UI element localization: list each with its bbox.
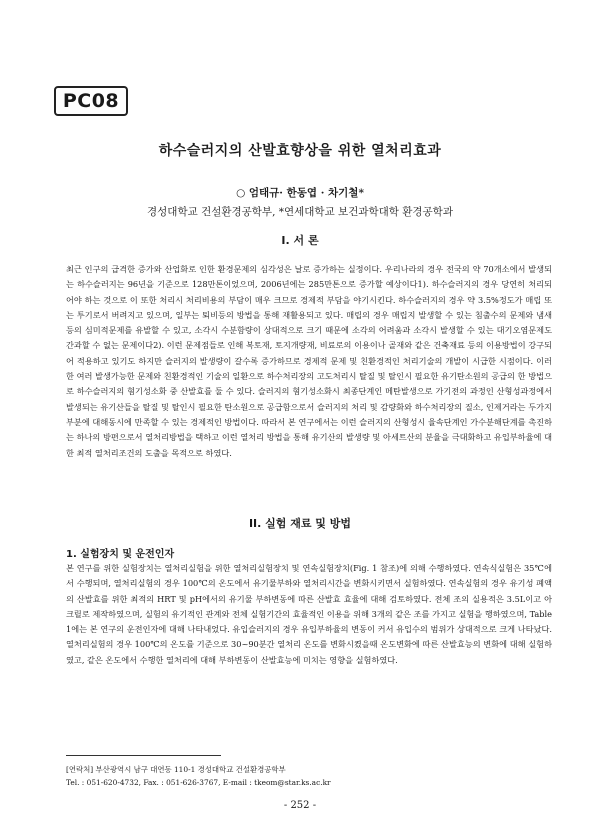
affiliation: 경성대학교 건설환경공학부, *연세대학교 보건과학대학 환경공학과: [147, 206, 453, 218]
author-list: ○ 엄태규· 한동엽 · 차기철*: [236, 187, 364, 199]
methods-paragraph: 본 연구를 위한 실험장치는 열처리실험을 위한 열처리실험장치 및 연속실험장치(Fig. 1 참조)에 의해 수행하였다. 연속식실험은 35℃에서 수행되며, 열처리실험의 경우 100℃의 온도에서 유기물부하와 열처리시간을 변화시키면서 실험하였다. 연속실험의 경우 유기성 폐액의 산발효를 위한 최적의 HRT 및 pH에서의 유기물 부하변동에 따른 산발효 효율에 대해 검토하였다. 전체 조의 실용적은 3.5L이고 아크릴로 제작하였으며, 실험의 유기적인 관계와 전체 실험기간의 효율적인 이용을 위해 3개의 같은 조를 가지고 실험을 행하였으며, Table 1에는 본 연구의 운전인자에 대해 나타내었다. 유입슬러지의 경우 유입부하율의 변동이 커서 유입수의 범위가 상대적으로 크게 나타났다. 열처리실험의 경우 100℃의 온도를 기준으로 30~90분간 열처리 온도를 변화시켰을때 온도변화에 따른 산발효능의 변화에 대해 실험하였고, 같은 온도에서 수행한 열처리에 대해 부하변동이 산발효능에 미치는 영향을 실험하였다.: [66, 563, 552, 665]
footnote-address: [연락처] 부산광역시 남구 대연동 110-1 경성대학교 건설환경공학부: [66, 765, 286, 774]
subsection-heading-apparatus: 1. 실험장치 및 운전인자: [66, 549, 175, 560]
introduction-paragraph: 최근 인구의 급격한 증가와 산업화로 인한 환경문제의 심각성은 날로 증가하는 실정이다. 우리나라의 경우 전국의 약 70개소에서 발생되는 하수슬러지는 96년을 기준으로 128만톤이었으며, 2006년에는 285만톤으로 증가할 예상이다1). 하수슬러지의 경우 당연히 처리되어야 하는 것으로 이 또한 처리시 처리비용의 부담이 매우 크므로 경제적 부담을 야기시킨다. 하수슬러지의 경우 약 3.5%정도가 매립 또는 투기로서 버려지고 있으며, 일부는 퇴비등의 방법을 통해 재활용되고 있다. 매립의 경우 매립지 발생할 수 있는 침출수의 문제와 냄새등의 심미적문제를 유발할 수 있고, 소각시 수분함량이 상대적으로 크기 때문에 소각의 어려움과 소각시 발생할 수 있는 대기오염문제도 간과할 수 없는 문제이다2). 이런 문제점들로 인해 복토재, 토지개량재, 비료로의 이용이나 골재와 같은 건축재료 등의 이용방법이 강구되어 적용하고 있기도 하지만 슬러지의 발생량이 갈수록 증가하므로 경제적 문제 및 친환경적인 처리기술의 개발이 시급한 시점이다. 이러한 여러 발생가능한 문제와 친환경적인 기술의 일환으로 하수처리장의 고도처리시 탈질 및 탈인시 필요한 유기탄소원의 공급의 한 방법으로 하수슬러지의 혐기성소화 중 산발효를 둘 수 있다. 슬러지의 혐기성소화시 최종단계인 메탄발생으로 가기전의 과정인 산형성과정에서 발생되는 유기산들을 탈질 및 탈인시 필요한 탄소원으로 공급함으로서 슬러지의 처리 및 감량화와 하수처리장의 질소, 인제거라는 두가지 부분에 대해동시에 만족할 수 있는 경제적인 방법이다. 따라서 본 연구에서는 이런 슬러지의 산형성시 율속단계인 가수분해단계를 촉진하는 하나의 방편으로서 열처리방법을 택하고 이런 열처리 방법을 통해 유기산의 발생량 및 아세트산의 분율을 극대화하고 유입부하율에 대한 최적 열처리조건의 도출을 목적으로 하였다.: [66, 264, 552, 458]
footnote-divider: [66, 755, 221, 756]
footnote: [66, 763, 546, 789]
section-heading-introduction: I. 서 론: [281, 234, 319, 247]
page-number: - 252 -: [283, 800, 317, 811]
section-heading-methods: II. 실험 재료 및 방법: [248, 517, 352, 530]
paper-code-badge: PC08: [54, 86, 128, 116]
footnote-contact: Tel. : 051-620-4732, Fax. : 051-626-3767, E-mail : tkeom@star.ks.ac.kr: [66, 778, 331, 787]
paper-title: 하수슬러지의 산발효향상을 위한 열처리효과: [158, 143, 442, 159]
